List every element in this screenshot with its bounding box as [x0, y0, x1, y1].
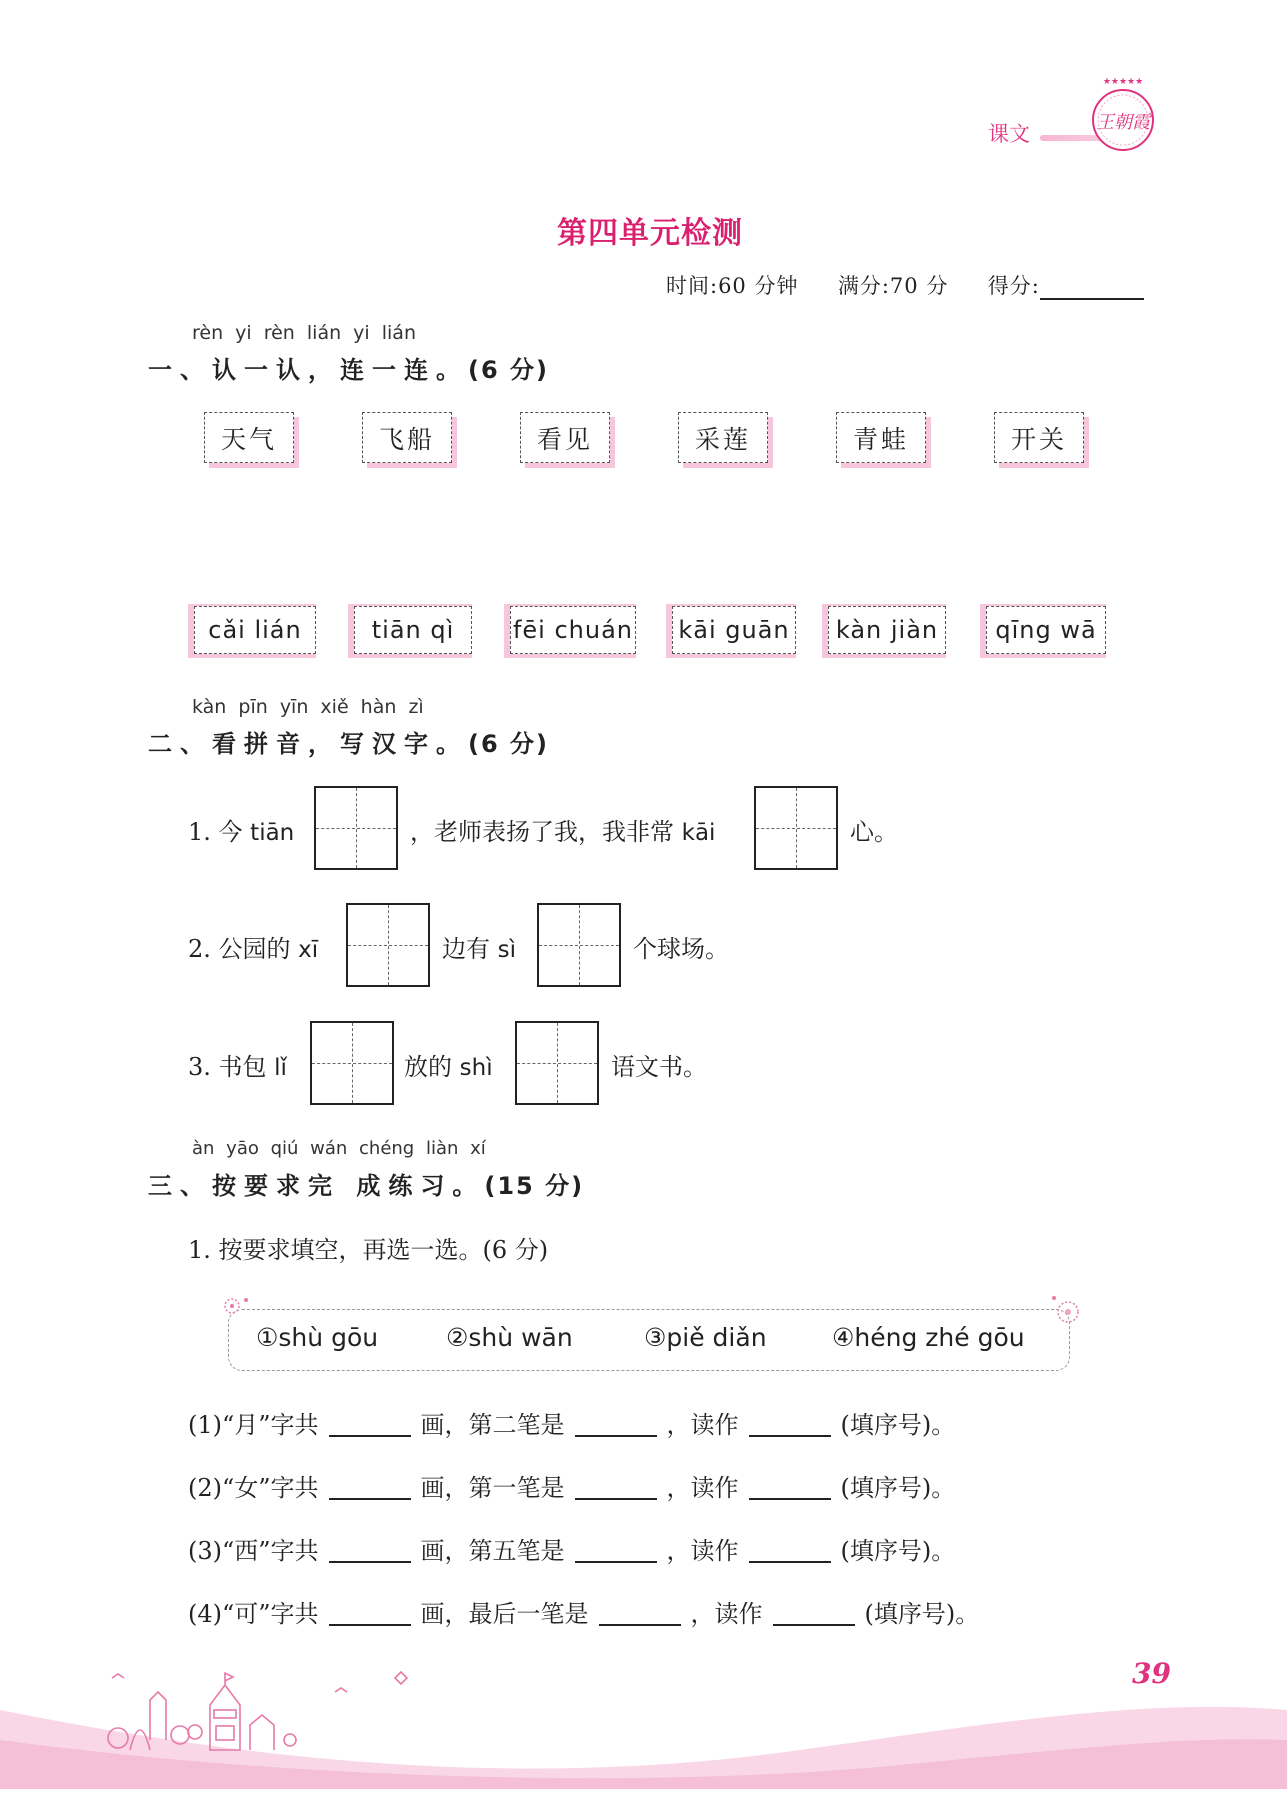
fill-row	[188, 1405, 955, 1440]
row-stroke-count: 画，第一笔是	[420, 1474, 565, 1502]
question-2-2-mid	[442, 929, 516, 964]
section1-pinyin: rèn yi rèn lián yi lián	[192, 322, 416, 344]
pinyin-card[interactable]	[822, 604, 952, 660]
pinyin-word: tiān qì	[354, 606, 472, 654]
section3-pinyin: àn yāo qiú wán chéng liàn xí	[192, 1138, 486, 1159]
pinyin-word: fēi chuán	[510, 606, 636, 654]
hanzi-card[interactable]	[994, 412, 1089, 468]
option-3: ③piě diǎn	[644, 1323, 767, 1352]
answer-blank[interactable]	[749, 1411, 831, 1437]
exam-meta	[666, 270, 1144, 300]
answer-blank[interactable]	[575, 1411, 657, 1437]
hanzi-card[interactable]	[204, 412, 299, 468]
hanzi-word: 看见	[520, 412, 610, 463]
pinyin-card[interactable]	[188, 604, 322, 660]
section3-points: (15 分)	[484, 1172, 585, 1200]
hanzi-word: 开关	[994, 412, 1084, 463]
row-stroke-count: 画，第二笔是	[420, 1411, 565, 1439]
svg-text:★★★★★: ★★★★★	[1102, 78, 1144, 87]
q1-pinyin-1: tiān	[250, 820, 295, 846]
question-2-1-start	[188, 812, 294, 847]
question-2-3-start	[188, 1047, 287, 1082]
hanzi-card[interactable]	[362, 412, 457, 468]
question-2-1-mid	[410, 812, 715, 847]
pinyin-word: kàn jiàn	[828, 606, 946, 654]
pinyin-card[interactable]	[504, 604, 642, 660]
section3-heading-text: 三、按要求完 成练习。	[148, 1172, 485, 1200]
flower-decoration-icon	[1048, 1292, 1088, 1332]
q2-end: 个球场。	[633, 935, 729, 963]
row-prefix: (3)“西”字共	[188, 1537, 319, 1565]
answer-blank[interactable]	[749, 1537, 831, 1563]
option-2: ②shù wān	[446, 1323, 573, 1352]
tianzige-box[interactable]	[310, 1021, 394, 1105]
q2-prefix: 2. 公园的	[188, 935, 291, 963]
answer-blank[interactable]	[329, 1537, 411, 1563]
section1-heading-text: 一、认一认，连一连。	[148, 356, 468, 384]
row-read-as: ，读作	[666, 1537, 739, 1565]
row-read-as: ，读作	[666, 1411, 739, 1439]
answer-blank[interactable]	[329, 1474, 411, 1500]
row-suffix: (填序号)。	[840, 1537, 956, 1565]
q3-middle: 放的	[404, 1053, 452, 1081]
option-1: ①shù gōu	[256, 1323, 379, 1352]
pinyin-card[interactable]	[348, 604, 478, 660]
page-title: 第四单元检测	[557, 216, 743, 251]
section1-heading	[148, 350, 549, 385]
option-4: ④héng zhé gōu	[832, 1323, 1025, 1352]
hanzi-card[interactable]	[520, 412, 615, 468]
answer-blank[interactable]	[575, 1537, 657, 1563]
answer-blank[interactable]	[329, 1411, 411, 1437]
hanzi-card[interactable]	[678, 412, 773, 468]
tianzige-box[interactable]	[515, 1021, 599, 1105]
row-prefix: (2)“女”字共	[188, 1474, 319, 1502]
section2-pinyin: kàn pīn yīn xiě hàn zì	[192, 696, 424, 718]
row-prefix: (4)“可”字共	[188, 1600, 319, 1628]
row-stroke-count: 画，第五笔是	[420, 1537, 565, 1565]
page-number: 39	[1132, 1657, 1171, 1690]
answer-blank[interactable]	[773, 1600, 855, 1626]
score-label: 得分:	[987, 274, 1040, 298]
svg-text:王朝霞: 王朝霞	[1096, 112, 1150, 133]
row-suffix: (填序号)。	[840, 1474, 956, 1502]
q3-pinyin-1: lǐ	[274, 1055, 287, 1081]
pinyin-word: cǎi lián	[194, 606, 316, 654]
row-read-as: ，读作	[666, 1474, 739, 1502]
tianzige-box[interactable]	[346, 903, 430, 987]
category-tag: 课文	[988, 122, 1030, 146]
pinyin-card[interactable]	[980, 604, 1112, 660]
tianzige-box[interactable]	[314, 786, 398, 870]
row-suffix: (填序号)。	[864, 1600, 980, 1628]
q3-end: 语文书。	[611, 1053, 707, 1081]
score-blank[interactable]	[1040, 276, 1144, 300]
q1-end: 心。	[850, 818, 898, 846]
q1-pinyin-2: kāi	[681, 820, 716, 846]
answer-blank[interactable]	[749, 1474, 831, 1500]
section3-heading	[148, 1166, 584, 1201]
time-limit: 时间:60 分钟	[666, 274, 799, 298]
pinyin-word: qīng wā	[986, 606, 1106, 654]
row-read-as: ，读作	[690, 1600, 763, 1628]
sub-question-1: 1. 按要求填空，再选一选。(6 分)	[188, 1236, 549, 1264]
question-2-2-start	[188, 929, 318, 964]
answer-blank[interactable]	[599, 1600, 681, 1626]
q2-middle: 边有	[442, 935, 490, 963]
section2-heading	[148, 724, 549, 759]
fill-row	[188, 1594, 979, 1629]
brand-logo	[1085, 78, 1161, 154]
section2-points: (6 分)	[468, 730, 549, 758]
pinyin-card[interactable]	[666, 604, 802, 660]
tianzige-box[interactable]	[754, 786, 838, 870]
q1-middle: ，老师表扬了我，我非常	[410, 818, 674, 846]
q1-prefix: 1. 今	[188, 818, 243, 846]
q3-prefix: 3. 书包	[188, 1053, 267, 1081]
fill-row	[188, 1531, 955, 1566]
fill-row	[188, 1468, 955, 1503]
q2-pinyin-1: xī	[298, 937, 319, 963]
question-2-3-mid	[404, 1047, 493, 1082]
full-score: 满分:70 分	[837, 274, 949, 298]
hanzi-word: 飞船	[362, 412, 452, 463]
tianzige-box[interactable]	[537, 903, 621, 987]
answer-blank[interactable]	[329, 1600, 411, 1626]
pinyin-word: kāi guān	[672, 606, 796, 654]
row-suffix: (填序号)。	[840, 1411, 956, 1439]
section2-heading-text: 二、看拼音，写汉字。	[148, 730, 468, 758]
row-prefix: (1)“月”字共	[188, 1411, 319, 1439]
section1-points: (6 分)	[468, 356, 549, 384]
hanzi-word: 天气	[204, 412, 294, 463]
q3-pinyin-2: shì	[459, 1055, 493, 1081]
row-stroke-count: 画，最后一笔是	[420, 1600, 589, 1628]
flower-decoration-icon	[218, 1292, 254, 1322]
answer-blank[interactable]	[575, 1474, 657, 1500]
footer-wave	[0, 1640, 1287, 1789]
hanzi-word: 青蛙	[836, 412, 926, 463]
hanzi-word: 采莲	[678, 412, 768, 463]
hanzi-card[interactable]	[836, 412, 931, 468]
q2-pinyin-2: sì	[497, 937, 517, 963]
